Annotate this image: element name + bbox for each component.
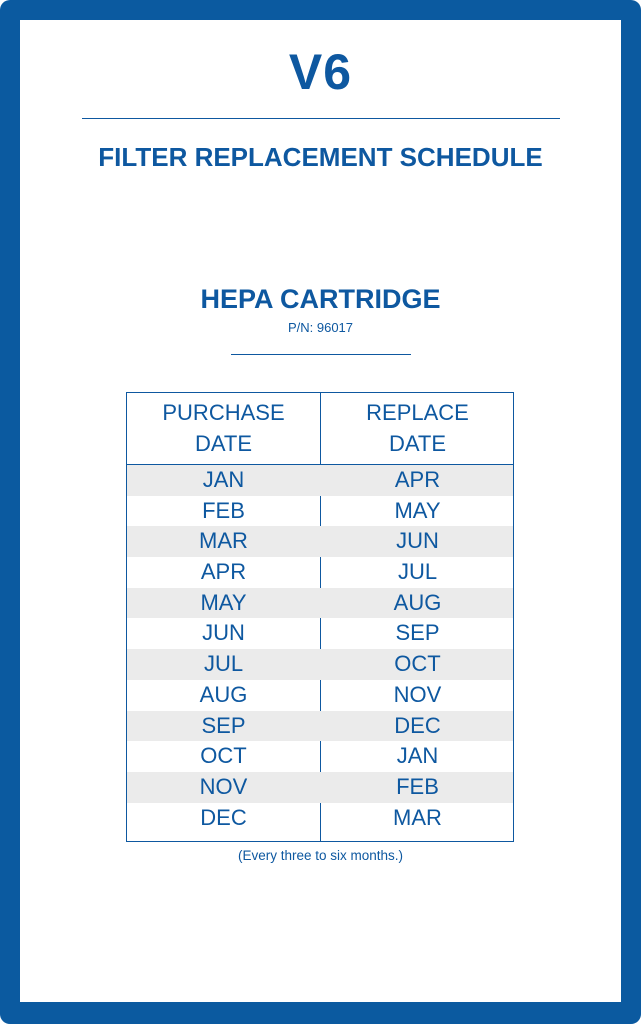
- replace-month-cell: FEB: [396, 773, 439, 799]
- table-row: [127, 772, 513, 803]
- purchase-month-cell: APR: [200, 559, 247, 585]
- purchase-month-cell: AUG: [199, 681, 248, 707]
- purchase-month-cell: FEB: [202, 497, 245, 523]
- purchase-month-cell: OCT: [200, 743, 247, 769]
- table-row: [127, 496, 513, 527]
- schedule-title: FILTER REPLACEMENT SCHEDULE: [98, 142, 543, 172]
- replace-month-cell: AUG: [393, 589, 442, 615]
- replace-month-cell: JUL: [397, 559, 438, 585]
- footnote: (Every three to six months.): [237, 848, 404, 863]
- replace-header-line1: REPLACE: [366, 400, 469, 425]
- table-row: [127, 526, 513, 557]
- part-number: P/N: 96017: [287, 320, 354, 335]
- replace-month-cell: MAY: [394, 497, 441, 523]
- purchase-month-cell: JAN: [202, 467, 245, 492]
- purchase-month-cell: NOV: [199, 773, 248, 799]
- replace-month-cell: DEC: [394, 712, 441, 738]
- model-title: V6: [288, 44, 353, 100]
- replace-month-cell: NOV: [393, 681, 442, 707]
- replace-header-line2: DATE: [388, 431, 447, 456]
- purchase-month-cell: DEC: [200, 804, 247, 830]
- replace-date-header: [321, 397, 514, 459]
- purchase-month-cell: JUL: [203, 651, 244, 677]
- purchase-month-cell: MAR: [199, 528, 248, 554]
- replace-month-cell: SEP: [395, 620, 440, 646]
- table-row: [127, 618, 513, 649]
- product-divider: [231, 354, 411, 355]
- title-divider: [82, 118, 560, 119]
- purchase-header-line1: PURCHASE: [162, 400, 285, 425]
- purchase-month-cell: JUN: [202, 620, 245, 646]
- table-row: [127, 557, 513, 588]
- product-name: HEPA CARTRIDGE: [200, 284, 441, 314]
- table-body: [127, 465, 513, 833]
- table-row: [127, 803, 513, 834]
- purchase-date-header: [127, 397, 320, 459]
- purchase-month-cell: SEP: [201, 712, 246, 738]
- table-row: [127, 741, 513, 772]
- replace-month-cell: OCT: [394, 651, 441, 677]
- table-header-row: [127, 393, 513, 465]
- replacement-table: [126, 392, 514, 842]
- table-row: [127, 680, 513, 711]
- table-row: [127, 649, 513, 680]
- replace-month-cell: JAN: [396, 743, 439, 769]
- table-row: [127, 711, 513, 742]
- replace-month-cell: APR: [394, 467, 441, 492]
- purchase-month-cell: MAY: [200, 589, 247, 615]
- table-row: [127, 588, 513, 619]
- replace-month-cell: JUN: [396, 528, 439, 554]
- purchase-header-line2: DATE: [194, 431, 253, 456]
- replace-month-cell: MAR: [393, 804, 442, 830]
- table-row: [127, 465, 513, 496]
